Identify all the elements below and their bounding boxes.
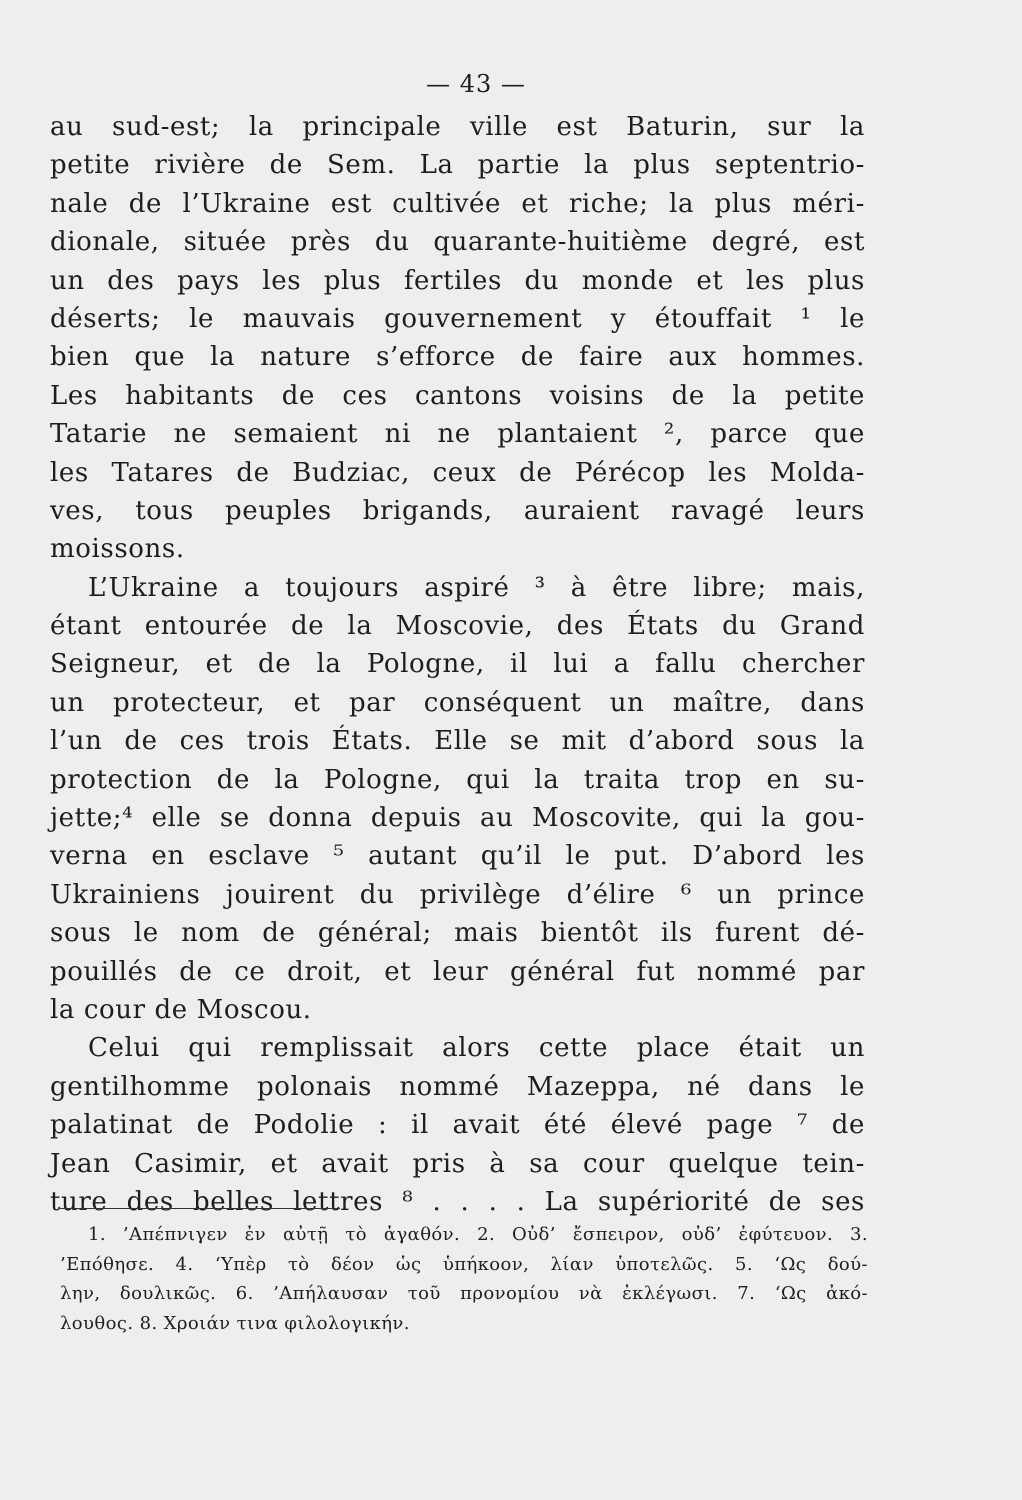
footnotes [60,1220,868,1338]
text-line: Jean Casimir, et avait pris à sa cour quelque tein- [50,1148,865,1179]
text-line: au sud-est; la principale ville est Baturin, sur la [50,112,865,142]
text-line: gentilhomme polonais nommé Mazeppa, né dans le [50,1071,865,1102]
page-number: — 43 — [426,70,526,98]
text-line: Celui qui remplissait alors cette place était un [88,1033,865,1064]
text-line: un protecteur, et par conséquent un maître, dans [50,687,865,718]
text-line: Tatarie ne semaient ni ne plantaient ², parce que [50,419,865,450]
footnote-line: λην, δουλικῶς. 6. ’Απήλαυσαν τοῦ προνομίου νὰ ἐκλέγωσι. 7. ‘Ως ἀκό- [60,1283,868,1304]
text-line: déserts; le mauvais gouvernement y étouffait ¹ le [50,303,865,334]
footnote-line: λουθος. 8. Χροιάν τινα φιλολογικήν. [60,1312,410,1334]
text-line: un des pays les plus fertiles du monde et les plus [50,265,865,296]
text-line: nale de l’Ukraine est cultivée et riche; la plus méri- [50,188,865,219]
text-line: sous le nom de général; mais bientôt ils furent dé- [50,918,865,949]
text-line: jette;⁴ elle se donna depuis au Moscovite, qui la gou- [50,803,865,834]
text-line: bien que la nature s’efforce de faire aux hommes. [50,342,865,373]
text-line: la cour de Moscou. [50,994,312,1025]
text-line: Ukrainiens jouirent du privilège d’élire ⁶ un prince [50,879,865,910]
text-line: palatinat de Podolie : il avait été élevé page ⁷ de [50,1110,865,1141]
text-line: Seigneur, et de la Pologne, il lui a fallu chercher [50,649,865,680]
text-line: moissons. [50,534,185,565]
text-line: étant entourée de la Moscovie, des États du Grand [50,611,865,642]
footnote-line: ’Επόθησε. 4. ‘Υπὲρ τὸ δέον ὡς ὑπήκοον, λίαν ὑποτελῶς. 5. ‘Ως δού- [60,1253,868,1275]
text-line: dionale, située près du quarante-huitième degré, est [50,227,865,258]
text-line: ture des belles lettres ⁸ . . . . La supériorité de ses [50,1186,865,1217]
text-line: petite rivière de Sem. La partie la plus septentrio- [50,150,865,181]
text-line: L’Ukraine a toujours aspiré ³ à être libre; mais, [88,572,865,603]
text-line: protection de la Pologne, qui la traita trop en su- [50,764,865,795]
text-line: l’un de ces trois États. Elle se mit d’abord sous la [50,726,865,757]
footnote-divider [60,1208,340,1209]
text-line: Les habitants de ces cantons voisins de la petite [50,380,865,411]
body-text [50,108,865,1221]
text-line: ves, tous peuples brigands, auraient ravagé leurs [50,495,865,526]
text-line: pouillés de ce droit, et leur général fut nommé par [50,956,865,987]
footnote-line: 1. ’Απέπνιγεν ἐν αὐτῇ τὸ ἀγαθόν. 2. Οὐδ’ ἔσπειρον, οὐδ’ ἐφύτευον. 3. [88,1224,868,1245]
text-line: verna en esclave ⁵ autant qu’il le put. D’abord les [50,841,865,872]
text-line: les Tatares de Budziac, ceux de Pérécop les Molda- [50,457,865,488]
